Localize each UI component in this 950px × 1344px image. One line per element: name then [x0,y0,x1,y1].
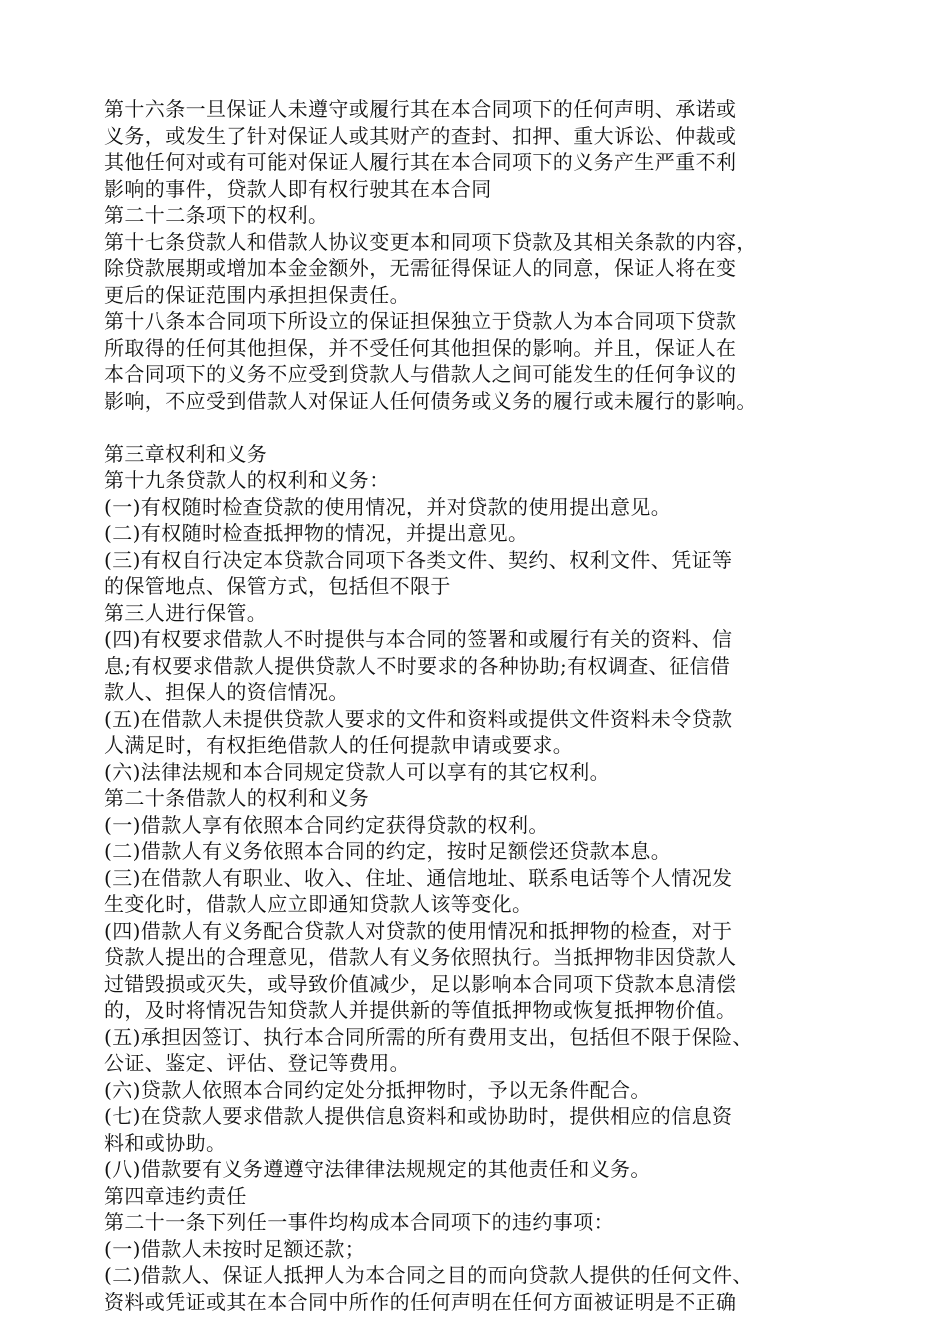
text-line: (七)在贷款人要求借款人提供信息资料和或协助时，提供相应的信息资 [104,1104,733,1128]
text-line: 所取得的任何其他担保，并不受任何其他担保的影响。并且，保证人在 [104,335,737,360]
text-line: 第三章权利和义务 [104,441,268,466]
text-line: 更后的保证范围内承担担保责任。 [104,282,410,307]
text-line: (四)有权要求借款人不时提供与本合同的签署和或履行有关的资料、信 [104,627,733,651]
text-line: 本合同项下的义务不应受到贷款人与借款人之间可能发生的任何争议的 [104,362,737,386]
text-line: 影响的事件，贷款人即有权行驶其在本合同 [104,176,492,201]
text-line: (六)贷款人依照本合同约定处分抵押物时，予以无条件配合。 [104,1077,651,1102]
document-body [104,96,854,1315]
text-line: 公证、鉴定、评估、登记等费用。 [104,1051,410,1075]
text-line: (一)借款人享有依照本合同约定获得贷款的权利。 [104,812,549,837]
text-line: 第十六条一旦保证人未遵守或履行其在本合同项下的任何声明、承诺或 [104,97,737,121]
text-line: (六)法律法规和本合同规定贷款人可以享有的其它权利。 [104,759,611,784]
text-line: (二)借款人有义务依照本合同的约定，按时足额偿还贷款本息。 [104,839,672,863]
text-line: 第二十条借款人的权利和义务 [104,786,370,810]
text-line: 人满足时，有权拒绝借款人的任何提款申请或要求。 [104,733,574,757]
text-line: 生变化时，借款人应立即通知贷款人该等变化。 [104,892,533,916]
text-line: (二)借款人、保证人抵押人为本合同之目的而向贷款人提供的任何文件、 [104,1263,753,1287]
text-line: 过错毁损或灭失，或导致价值减少，足以影响本合同项下贷款本息清偿 [104,971,737,996]
text-line: 息;有权要求借款人提供贷款人不时要求的各种协助;有权调查、征信借 [104,653,731,678]
text-line: (一)借款人未按时足额还款； [104,1236,366,1261]
text-line: 料和或协助。 [104,1130,227,1155]
text-line: (八)借款要有义务遵遵守法律律法规规定的其他责任和义务。 [104,1157,651,1181]
text-line: 除贷款展期或增加本金金额外，无需征得保证人的同意，保证人将在变 [104,256,737,280]
text-line: (五)在借款人未提供贷款人要求的文件和资料或提供文件资料未令贷款 [104,706,733,731]
text-line: (二)有权随时检查抵押物的情况，并提出意见。 [104,521,529,545]
text-line: 第二十二条项下的权利。 [104,203,329,227]
text-line: 款人、担保人的资信情况。 [104,680,349,704]
text-line: (一)有权随时检查贷款的使用情况，并对贷款的使用提出意见。 [104,494,672,519]
text-line: 贷款人提出的合理意见，借款人有义务依照执行。当抵押物非因贷款人 [104,945,737,969]
text-line: 第二十一条下列任一事件均构成本合同项下的违约事项： [104,1210,614,1234]
text-line: 其他任何对或有可能对保证人履行其在本合同项下的义务产生严重不利 [104,150,737,174]
text-line: 第四章违约责任 [104,1183,247,1208]
text-line: 的保管地点、保管方式，包括但不限于 [104,574,451,598]
text-line: 第三人进行保管。 [104,600,268,625]
text-line: 义务，或发生了针对保证人或其财产的查封、扣押、重大诉讼、仲裁或 [104,123,737,148]
text-line: 资料或凭证或其在本合同中所作的任何声明在任何方面被证明是不正确 [104,1289,737,1314]
text-line: 第十九条贷款人的权利和义务： [104,468,390,492]
text-line: 第十七条贷款人和借款人协议变更本和同项下贷款及其相关条款的内容， [104,229,757,254]
text-line: (五)承担因签订、执行本合同所需的所有费用支出，包括但不限于保险、 [104,1024,753,1049]
text-line: (三)在借款人有职业、收入、住址、通信地址、联系电话等个人情况发 [104,865,733,890]
text-line: 第十八条本合同项下所设立的保证担保独立于贷款人为本合同项下贷款 [104,309,737,333]
text-line: (四)借款人有义务配合贷款人对贷款的使用情况和抵押物的检查，对于 [104,918,733,943]
text-line: (三)有权自行决定本贷款合同项下各类文件、契约、权利文件、凭证等 [104,547,733,572]
blank-line [104,414,854,441]
text-line: 的，及时将情况告知贷款人并提供新的等值抵押物或恢复抵押物价值。 [104,998,737,1022]
text-line: 影响，不应受到借款人对保证人任何债务或义务的履行或未履行的影响。 [104,388,757,413]
